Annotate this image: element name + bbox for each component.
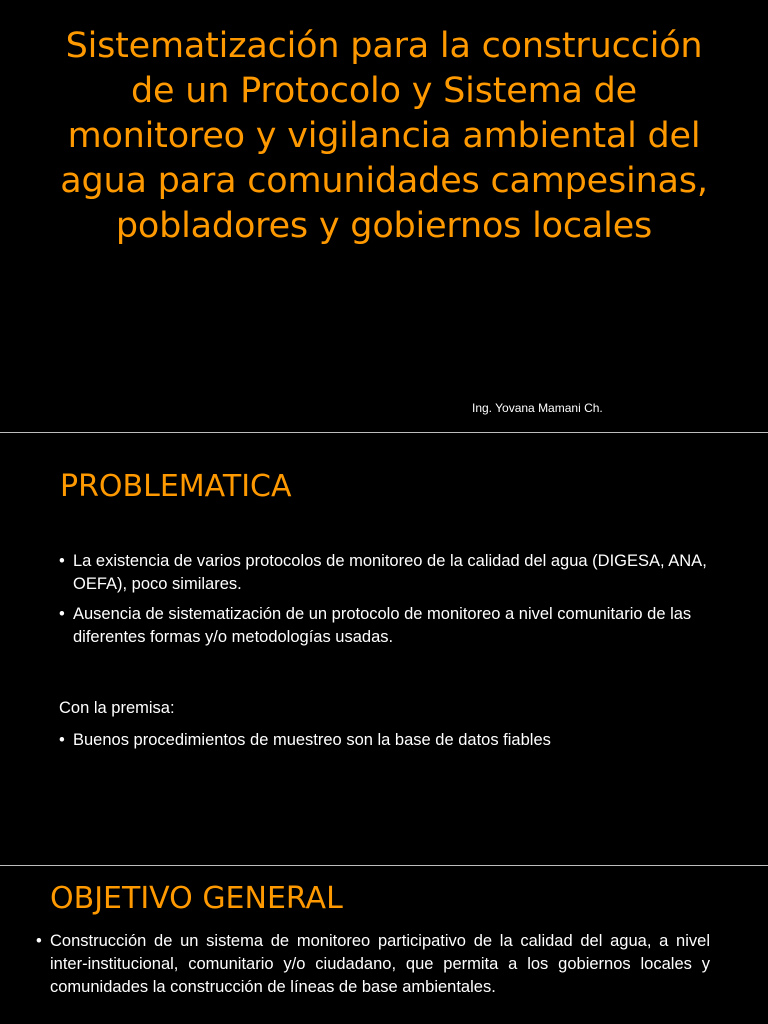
problem-list: [59, 550, 719, 656]
title-slide: [0, 0, 768, 432]
problem-item: • La existencia de varios protocolos de monitoreo de la calidad del agua (DIGESA, ANA, OEFA), poco similares.: [59, 550, 719, 596]
objective-item: • Construcción de un sistema de monitoreo participativo de la calidad del agua, a nivel inter-institucional, comunitario y/o ciudadano, que permita a los gobiernos locales y comunidades la construcción de líneas de base ambientales.: [36, 930, 710, 999]
premise-item: • Buenos procedimientos de muestreo son la base de datos fiables: [59, 729, 719, 752]
objetivo-heading: OBJETIVO GENERAL: [50, 881, 343, 916]
objective-list: [36, 930, 710, 999]
author-name: Ing. Yovana Mamani Ch.: [472, 401, 603, 415]
presentation-title: Sistematización para la construcción de un Protocolo y Sistema de monitoreo y vigilancia ambiental del agua para comunidades campesinas, pobladores y gobiernos locales: [60, 26, 708, 246]
problematica-slide: [0, 433, 768, 865]
problematica-heading: PROBLEMATICA: [60, 469, 292, 504]
premise-label: Con la premisa:: [59, 699, 175, 717]
problem-item: • Ausencia de sistematización de un protocolo de monitoreo a nivel comunitario de las diferentes formas y/o metodologías usadas.: [59, 603, 719, 649]
objetivo-slide: [0, 866, 768, 1024]
premise-list: [59, 729, 719, 752]
